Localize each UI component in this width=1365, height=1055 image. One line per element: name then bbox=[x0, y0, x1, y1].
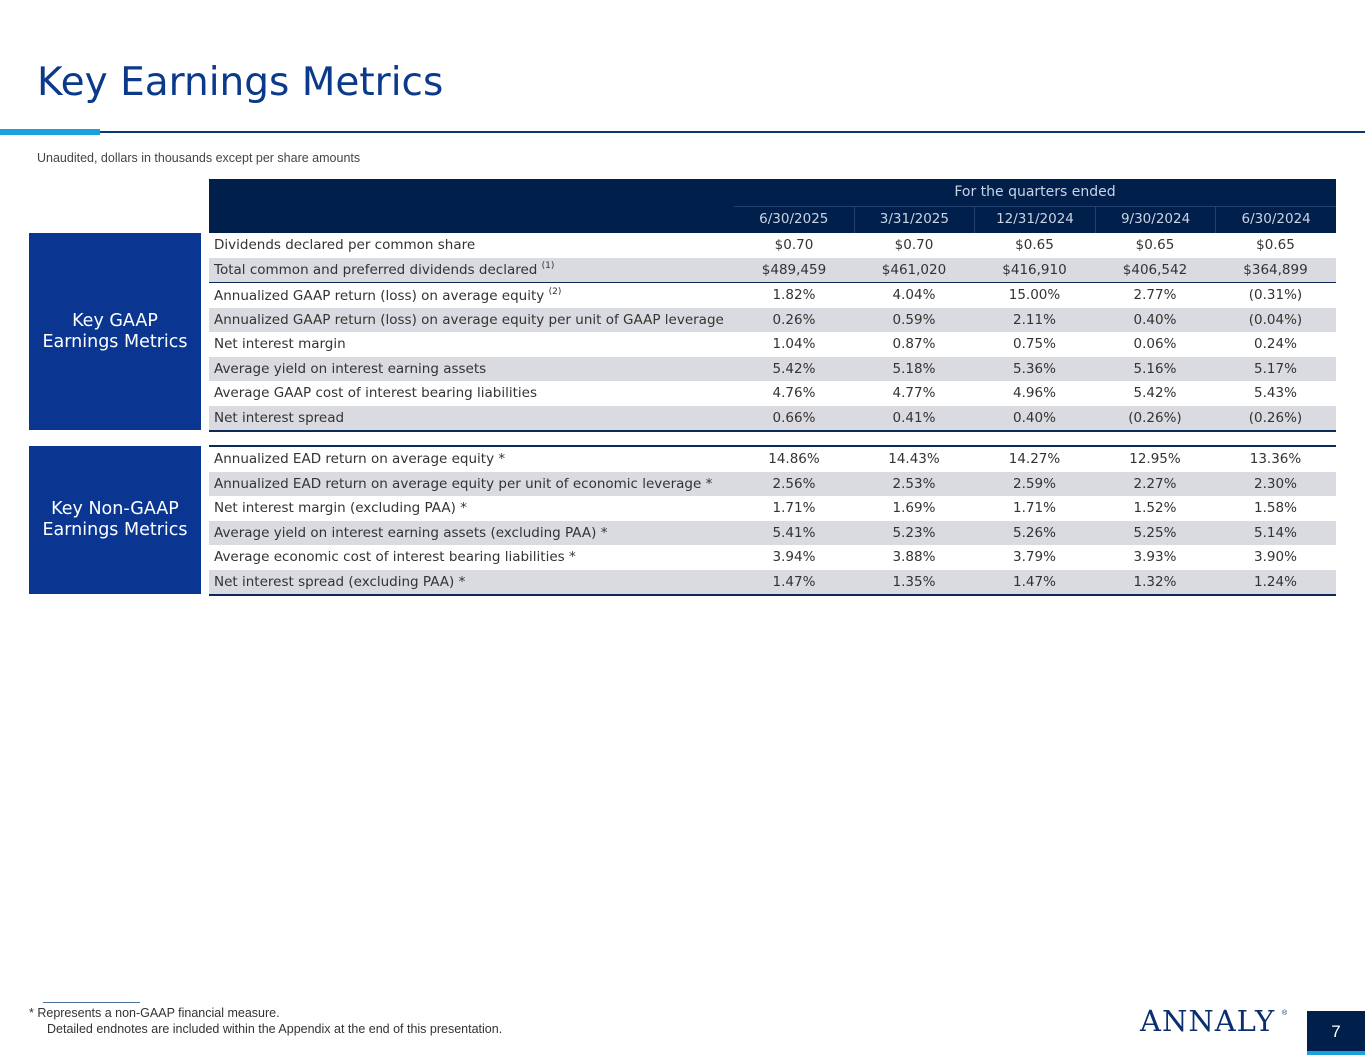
metric-value: 2.77% bbox=[1133, 287, 1177, 304]
period-header: For the quarters ended bbox=[734, 179, 1336, 207]
metric-value: 1.71% bbox=[772, 500, 816, 517]
metric-value: 2.56% bbox=[734, 472, 854, 497]
metric-label bbox=[209, 521, 734, 546]
metric-label bbox=[209, 446, 734, 472]
metric-value: 1.47% bbox=[734, 570, 854, 596]
gaap-section-label bbox=[29, 233, 201, 430]
metric-value: (0.04%) bbox=[1215, 308, 1336, 333]
metric-label-text: Annualized EAD return on average equity per unit of economic leverage * bbox=[214, 475, 713, 492]
metric-value: $461,020 bbox=[854, 258, 974, 283]
metric-value: 0.24% bbox=[1254, 336, 1297, 353]
gaap-label-line1: Key GAAP bbox=[72, 310, 158, 331]
metric-value: 1.69% bbox=[892, 500, 936, 517]
date-header: 3/31/2025 bbox=[854, 206, 975, 233]
metric-label-text: Average GAAP cost of interest bearing liabilities bbox=[214, 385, 537, 402]
title-divider bbox=[0, 131, 1365, 133]
metric-value: 3.94% bbox=[772, 549, 816, 566]
table-row bbox=[209, 357, 1336, 382]
metric-value: 0.40% bbox=[974, 406, 1095, 432]
metric-value: $0.65 bbox=[1015, 237, 1054, 254]
date-headers bbox=[734, 206, 1336, 233]
metric-value: 12.95% bbox=[1095, 446, 1215, 472]
metric-value: 4.77% bbox=[892, 385, 936, 402]
endnote-marker: (1) bbox=[541, 261, 555, 272]
table-row bbox=[209, 233, 1336, 258]
metric-label-text: Net interest margin bbox=[214, 336, 346, 353]
table-row bbox=[209, 332, 1336, 357]
metric-value: 2.30% bbox=[1215, 472, 1336, 497]
metric-label bbox=[209, 472, 734, 497]
metric-value: 5.17% bbox=[1215, 357, 1336, 382]
table-subtitle: Unaudited, dollars in thousands except per share amounts bbox=[37, 151, 361, 165]
metric-value: $0.70 bbox=[894, 237, 934, 254]
metric-value: 4.96% bbox=[1013, 385, 1056, 402]
metric-label bbox=[209, 496, 734, 521]
metric-value: $0.65 bbox=[1135, 237, 1175, 254]
date-header: 12/31/2024 bbox=[974, 206, 1095, 233]
metric-label-text: Annualized EAD return on average equity * bbox=[214, 451, 506, 468]
date-header: 6/30/2025 bbox=[759, 211, 829, 227]
metric-label-text: Annualized GAAP return (loss) on average equity per unit of GAAP leverage bbox=[214, 311, 724, 328]
metric-value: 1.82% bbox=[772, 287, 816, 304]
footnote-endnotes: Detailed endnotes are included within the Appendix at the end of this presentation. bbox=[47, 1022, 503, 1036]
metric-value: $364,899 bbox=[1215, 258, 1336, 283]
table-header bbox=[209, 179, 1336, 233]
table-row bbox=[209, 406, 1336, 432]
gaap-metrics-table bbox=[209, 233, 1336, 432]
table-row bbox=[209, 446, 1336, 472]
metric-label-text: Dividends declared per common share bbox=[214, 237, 476, 254]
metric-label-text: Net interest spread bbox=[214, 409, 345, 426]
metric-label-text: Average economic cost of interest bearing liabilities * bbox=[214, 549, 576, 566]
registered-mark: ® bbox=[1282, 1010, 1288, 1017]
metric-value: (0.26%) bbox=[1215, 406, 1336, 432]
table-row bbox=[209, 545, 1336, 570]
metric-value: 13.36% bbox=[1215, 446, 1336, 472]
metric-value: $416,910 bbox=[974, 258, 1095, 283]
metric-value: 14.86% bbox=[734, 446, 854, 472]
metric-value: 1.04% bbox=[772, 336, 816, 353]
metric-value: 0.41% bbox=[854, 406, 974, 432]
metric-label bbox=[209, 233, 734, 258]
metric-value: 3.93% bbox=[1133, 549, 1177, 566]
metric-value: 1.47% bbox=[974, 570, 1095, 596]
metric-value: 5.36% bbox=[974, 357, 1095, 382]
metric-value: 5.42% bbox=[734, 357, 854, 382]
metric-value: 0.66% bbox=[734, 406, 854, 432]
title-accent-bar bbox=[0, 129, 100, 135]
metric-label-text: Average yield on interest earning assets bbox=[214, 360, 487, 377]
date-header: 9/30/2024 bbox=[1095, 206, 1216, 233]
annaly-logo: ANNALY bbox=[1140, 1004, 1276, 1038]
page-title: Key Earnings Metrics bbox=[37, 60, 444, 105]
metric-value: 1.58% bbox=[1254, 500, 1297, 517]
metric-label bbox=[209, 570, 734, 596]
metric-value: 14.43% bbox=[854, 446, 974, 472]
metric-value: 1.52% bbox=[1133, 500, 1177, 517]
metric-value: 0.75% bbox=[1013, 336, 1056, 353]
metric-value: 0.40% bbox=[1095, 308, 1215, 333]
metric-value: 5.25% bbox=[1095, 521, 1215, 546]
table-row bbox=[209, 283, 1336, 308]
metric-value: 5.16% bbox=[1095, 357, 1215, 382]
metric-value: 0.26% bbox=[734, 308, 854, 333]
metric-label-text: Average yield on interest earning assets (excluding PAA) * bbox=[214, 524, 608, 541]
table-row bbox=[209, 496, 1336, 521]
metric-value: 1.71% bbox=[1013, 500, 1056, 517]
metric-label bbox=[209, 258, 734, 283]
metric-label bbox=[209, 545, 734, 570]
table-row bbox=[209, 521, 1336, 546]
metric-value: 3.88% bbox=[892, 549, 936, 566]
metric-value: 2.27% bbox=[1095, 472, 1215, 497]
endnote-marker: (2) bbox=[548, 286, 562, 297]
metric-value: 2.11% bbox=[974, 308, 1095, 333]
metric-value: 1.24% bbox=[1215, 570, 1336, 596]
date-header: 6/30/2024 bbox=[1215, 206, 1336, 233]
metric-value: 5.43% bbox=[1254, 385, 1297, 402]
metric-label bbox=[209, 332, 734, 357]
metric-value: 0.87% bbox=[892, 336, 936, 353]
metric-value: 5.18% bbox=[854, 357, 974, 382]
page-number: 7 bbox=[1307, 1011, 1365, 1055]
metric-value: 5.14% bbox=[1215, 521, 1336, 546]
metric-value: 5.42% bbox=[1133, 385, 1177, 402]
nongaap-label-line2: Earnings Metrics bbox=[42, 520, 188, 540]
metric-value: $406,542 bbox=[1095, 258, 1215, 283]
metric-value: 4.04% bbox=[892, 287, 936, 304]
metric-label-text: Net interest spread (excluding PAA) * bbox=[214, 573, 466, 590]
table-row bbox=[209, 381, 1336, 406]
metric-value: $0.65 bbox=[1256, 237, 1295, 254]
metric-value: 2.59% bbox=[974, 472, 1095, 497]
nongaap-label-line1: Key Non-GAAP bbox=[51, 499, 179, 519]
metric-value: 5.41% bbox=[734, 521, 854, 546]
footnote-non-gaap: * Represents a non-GAAP financial measure. bbox=[29, 1006, 280, 1020]
metric-value: 15.00% bbox=[1008, 287, 1061, 304]
metric-value: 3.90% bbox=[1254, 549, 1297, 566]
table-row bbox=[209, 258, 1336, 283]
table-row bbox=[209, 472, 1336, 497]
metric-label bbox=[209, 381, 734, 406]
metric-value: 0.06% bbox=[1133, 336, 1177, 353]
metric-label-text: Net interest margin (excluding PAA) * bbox=[214, 500, 467, 517]
metric-label bbox=[209, 308, 734, 333]
metric-value: 1.35% bbox=[854, 570, 974, 596]
nongaap-section-label bbox=[29, 446, 201, 594]
metric-label bbox=[209, 406, 734, 432]
metric-value: 1.32% bbox=[1095, 570, 1215, 596]
gaap-label-line2: Earnings Metrics bbox=[42, 331, 188, 352]
metric-value: (0.26%) bbox=[1095, 406, 1215, 432]
metric-value: 0.59% bbox=[854, 308, 974, 333]
metric-value: (0.31%) bbox=[1248, 287, 1303, 304]
metric-value: 4.76% bbox=[772, 385, 816, 402]
metric-label bbox=[209, 283, 734, 308]
metric-value: 5.23% bbox=[854, 521, 974, 546]
table-row bbox=[209, 308, 1336, 333]
metric-value: $489,459 bbox=[734, 258, 854, 283]
metric-value: 14.27% bbox=[974, 446, 1095, 472]
metric-label-text: Total common and preferred dividends declared bbox=[214, 262, 538, 279]
metric-value: $0.70 bbox=[774, 237, 814, 254]
metric-value: 2.53% bbox=[854, 472, 974, 497]
table-row bbox=[209, 570, 1336, 596]
nongaap-metrics-table bbox=[209, 445, 1336, 596]
metric-label-text: Annualized GAAP return (loss) on average equity bbox=[214, 287, 545, 304]
footnote-divider bbox=[43, 1002, 140, 1003]
metric-label bbox=[209, 357, 734, 382]
metric-value: 5.26% bbox=[974, 521, 1095, 546]
metric-value: 3.79% bbox=[1013, 549, 1056, 566]
